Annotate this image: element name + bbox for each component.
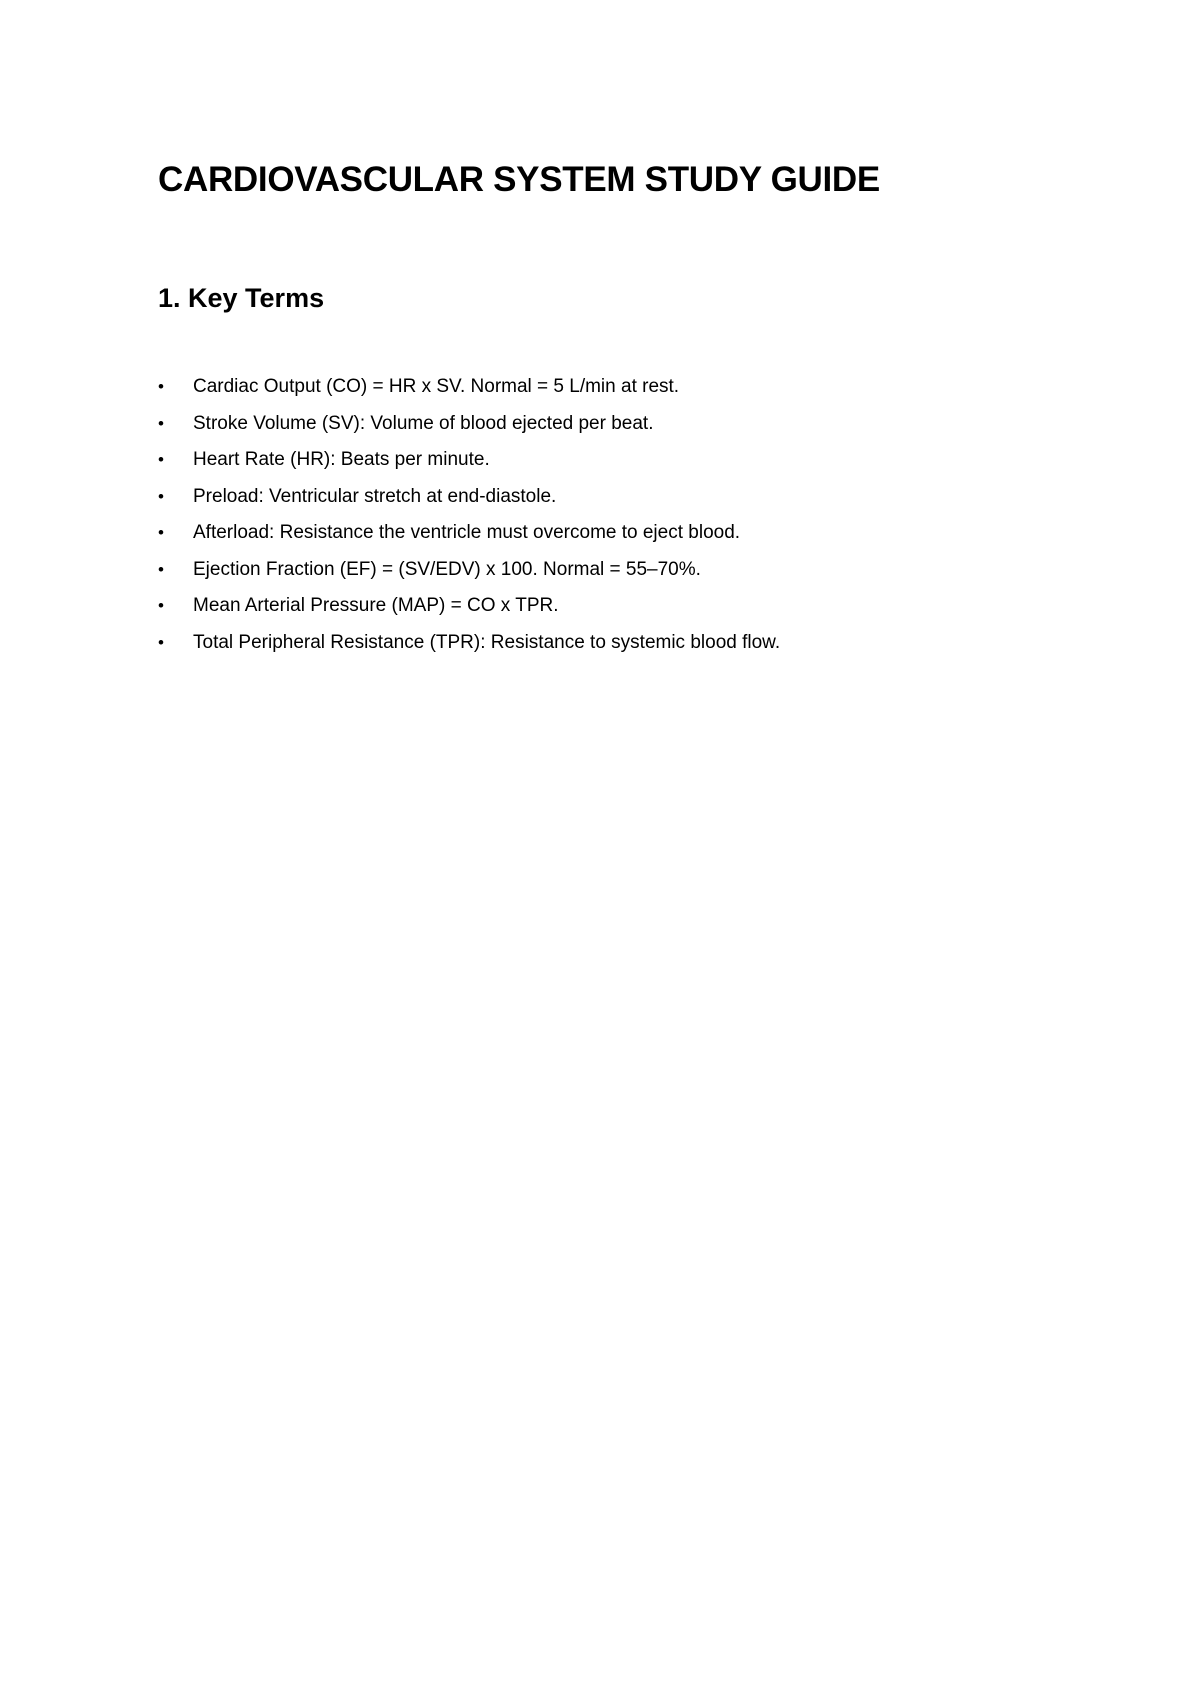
bullet-icon: •	[158, 523, 164, 542]
bullet-icon: •	[158, 632, 164, 652]
list-item-text: Cardiac Output (CO) = HR x SV. Normal = 5 L/min at rest.	[193, 376, 680, 397]
list-item-text: Total Peripheral Resistance (TPR): Resistance to systemic blood flow.	[193, 631, 781, 653]
section-heading-key-terms: 1. Key Terms	[158, 283, 325, 313]
bullet-icon: •	[158, 450, 164, 469]
list-item-text: Ejection Fraction (EF) = (SV/EDV) x 100. Normal = 55–70%.	[193, 558, 701, 580]
list-item-text: Heart Rate (HR): Beats per minute.	[193, 449, 490, 470]
bullet-icon: •	[158, 377, 164, 396]
list-item-text: Afterload: Resistance the ventricle must overcome to eject blood.	[193, 522, 741, 543]
bullet-icon: •	[158, 559, 164, 579]
page-title: CARDIOVASCULAR SYSTEM STUDY GUIDE	[158, 160, 880, 199]
list-item-text: Stroke Volume (SV): Volume of blood ejected per beat.	[193, 412, 654, 434]
bullet-icon: •	[158, 413, 164, 433]
bullet-icon: •	[158, 596, 164, 615]
list-item-text: Mean Arterial Pressure (MAP) = CO x TPR.	[193, 595, 559, 616]
bullet-icon: •	[158, 486, 164, 506]
list-item-text: Preload: Ventricular stretch at end-diastole.	[193, 485, 557, 507]
